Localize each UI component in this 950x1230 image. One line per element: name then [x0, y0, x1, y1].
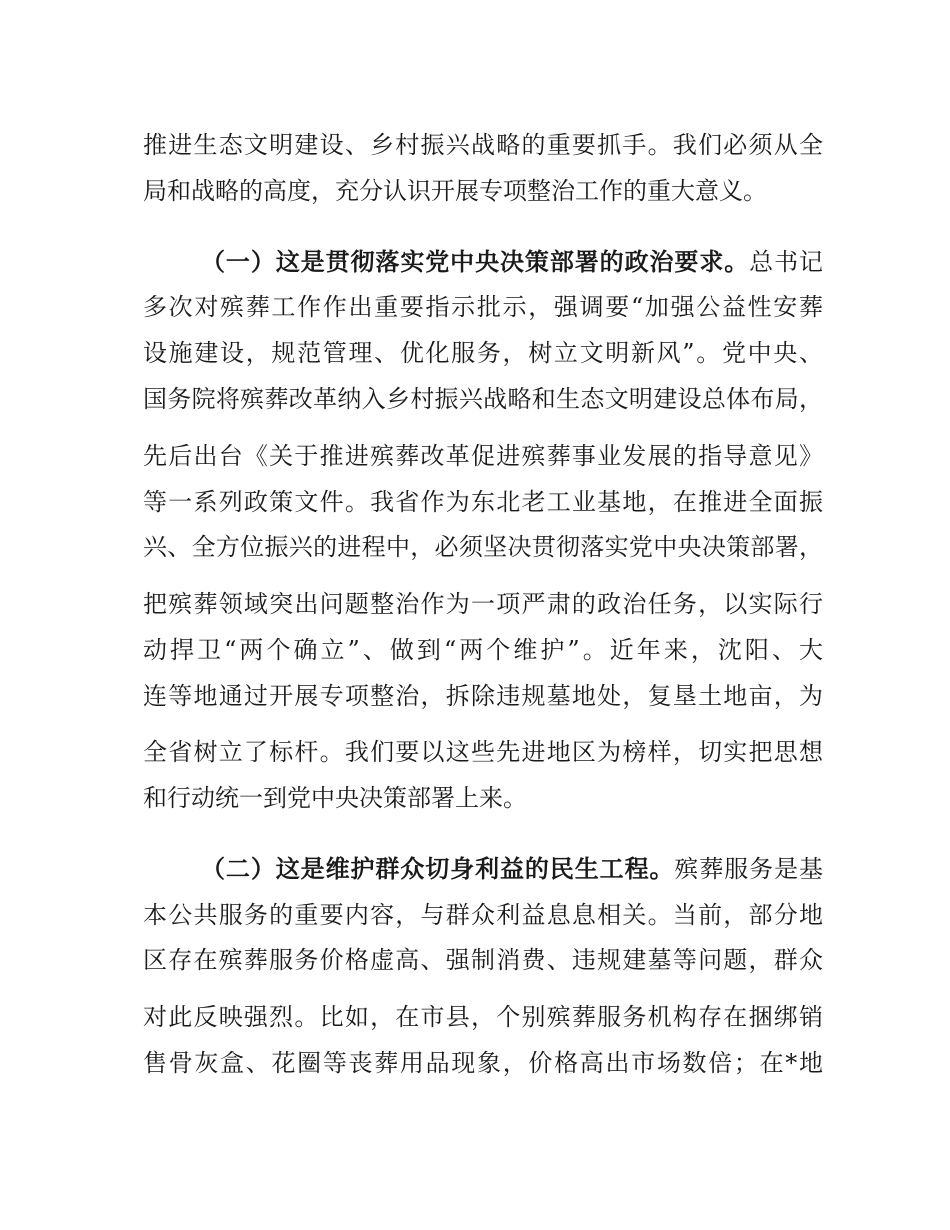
paragraph-line: 对此反映强烈。比如，在市县，个别殡葬服务机构存在捆绑销 — [143, 1003, 823, 1031]
section-heading-line — [201, 849, 823, 889]
paragraph-line: 全省树立了标杆。我们要以这些先进地区为榜样，切实把思想 — [143, 738, 823, 766]
section-heading: （一）这是贯彻落实党中央决策部署的政治要求。 — [201, 247, 750, 276]
paragraph-line: 动捍卫“两个确立”、做到“两个维护”。近年来，沈阳、大 — [143, 636, 823, 664]
paragraph-line: 售骨灰盒、花圈等丧葬用品现象，价格高出市场数倍；在*地 — [143, 1049, 823, 1077]
heading-line-text: 总书记 — [749, 248, 824, 276]
paragraph-line: 先后出台《关于推进殡葬改革促进殡葬事业发展的指导意见》 — [143, 442, 823, 470]
paragraph-line: 设施建设，规范管理、优化服务，树立文明新风”。党中央、 — [143, 339, 823, 367]
paragraph-line: 把殡葬领域突出问题整治作为一项严肃的政治任务，以实际行 — [143, 590, 823, 618]
paragraph-line: 推进生态文明建设、乡村振兴战略的重要抓手。我们必须从全 — [143, 131, 823, 159]
paragraph-line: 和行动统一到党中央决策部署上来。 — [143, 784, 527, 812]
paragraph-line: 连等地通过开展专项整治，拆除违规墓地处，复垦土地亩，为 — [143, 682, 823, 710]
paragraph-line: 兴、全方位振兴的进程中，必须坚决贯彻落实党中央决策部署， — [143, 533, 823, 561]
paragraph-line: 局和战略的高度，充分认识开展专项整治工作的重大意义。 — [143, 177, 767, 205]
heading-line-text: 殡葬服务是基 — [674, 855, 824, 883]
paragraph-line: 区存在殡葬服务价格虚高、强制消费、违规建墓等问题，群众 — [143, 946, 823, 974]
section-heading: （二）这是维护群众切身利益的民生工程。 — [201, 854, 675, 883]
paragraph-line: 国务院将殡葬改革纳入乡村振兴战略和生态文明建设总体布局， — [143, 385, 823, 413]
section-heading-line — [201, 242, 823, 282]
paragraph-line: 多次对殡葬工作作出重要指示批示，强调要“加强公益性安葬 — [143, 293, 823, 321]
paragraph-line: 等一系列政策文件。我省作为东北老工业基地，在推进全面振 — [143, 488, 823, 516]
paragraph-line: 本公共服务的重要内容，与群众利益息息相关。当前，部分地 — [143, 901, 823, 929]
